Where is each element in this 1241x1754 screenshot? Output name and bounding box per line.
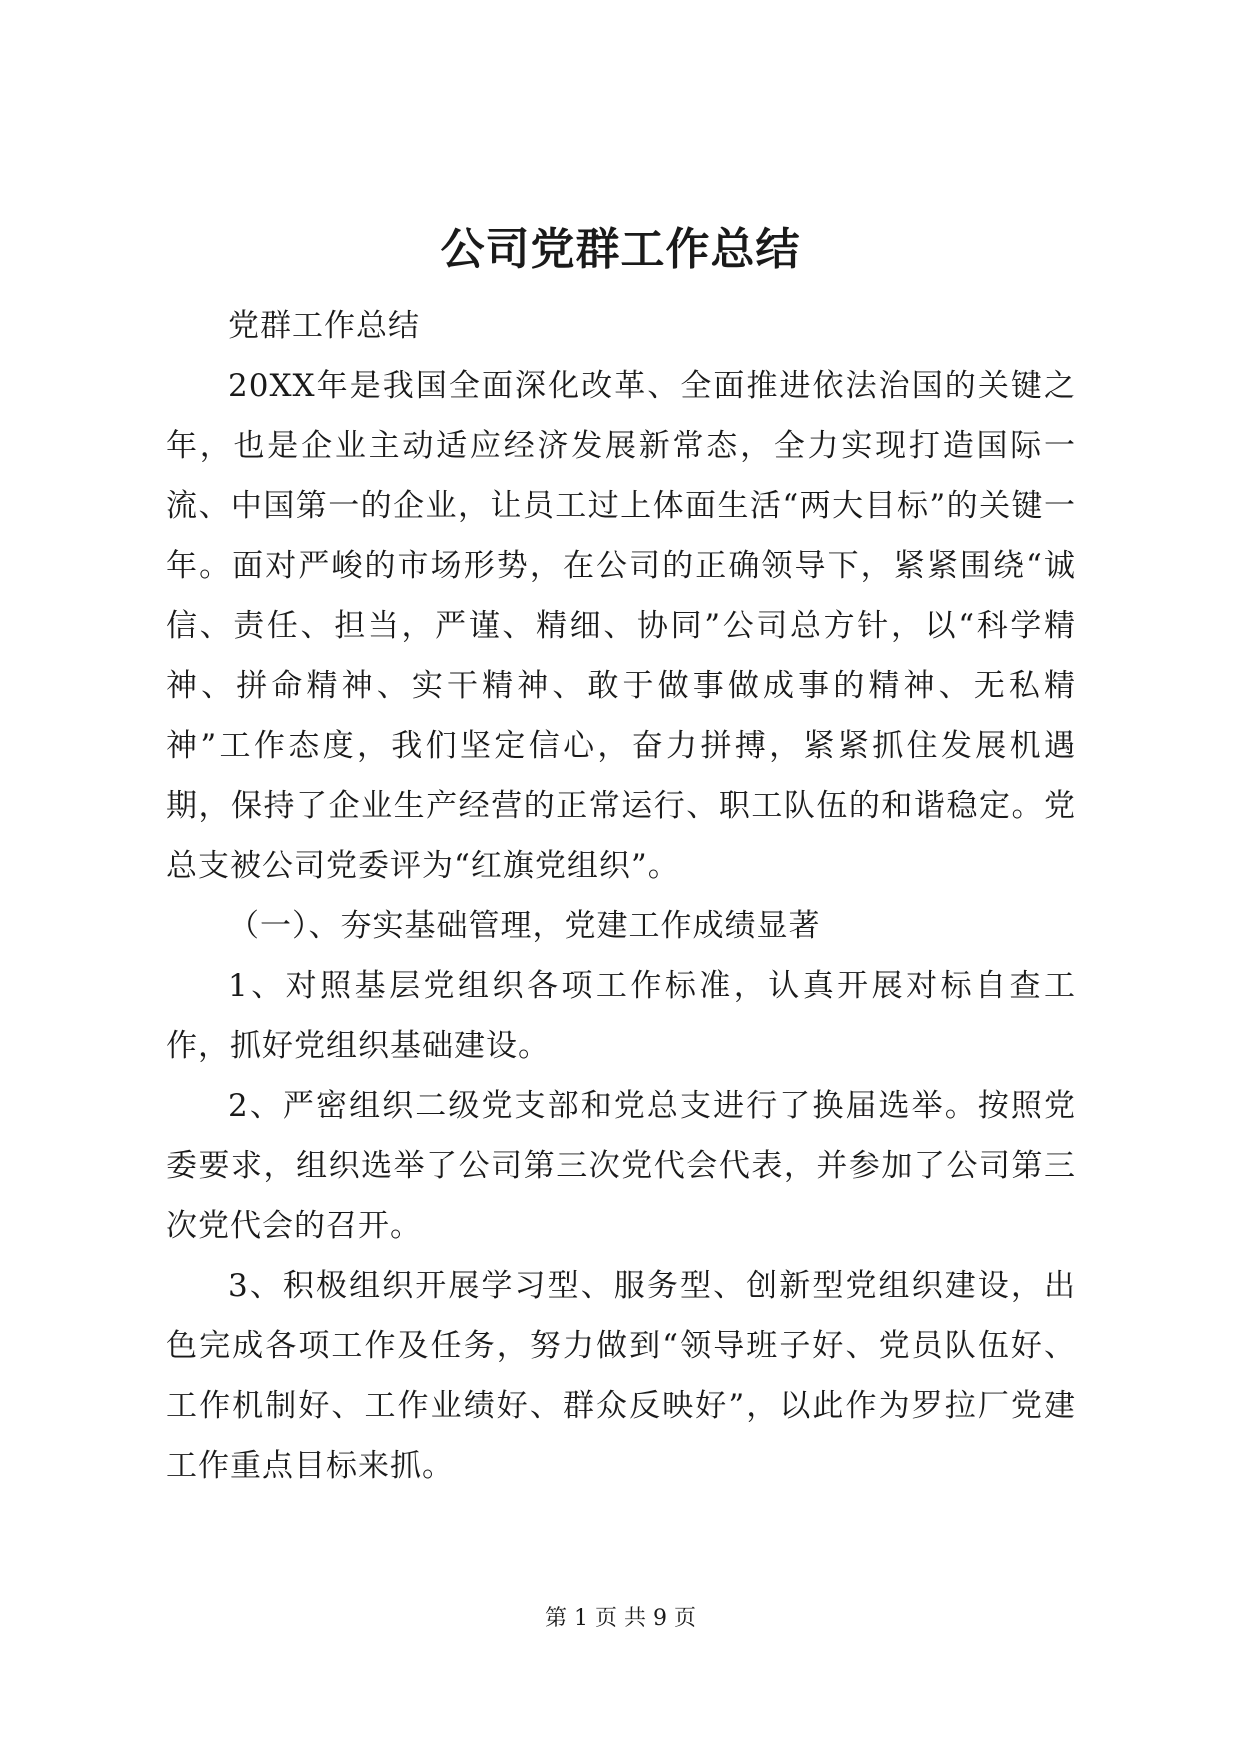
list-item-3: 3、积极组织开展学习型、服务型、创新型党组织建设，出色完成各项工作及任务，努力做到“领导班子好、党员队伍好、工作机制好、工作业绩好、群众反映好”，以此作为罗拉厂党建工作重点目标来抓。 (166, 1268, 1076, 1484)
page-number-footer: 第 1 页 共 9 页 (545, 1606, 696, 1631)
list-item-1: 1、对照基层党组织各项工作标准，认真开展对标自查工作，抓好党组织基础建设。 (166, 968, 1076, 1064)
subtitle-paragraph: 党群工作总结 (228, 308, 420, 344)
document-body (166, 296, 1076, 1496)
document-title: 公司党群工作总结 (440, 224, 801, 275)
list-item-2: 2、严密组织二级党支部和党总支进行了换届选举。按照党委要求，组织选举了公司第三次党代会代表，并参加了公司第三次党代会的召开。 (166, 1088, 1076, 1244)
section-heading: （一）、夯实基础管理，党建工作成绩显著 (228, 908, 821, 944)
intro-paragraph: 20XX年是我国全面深化改革、全面推进依法治国的关键之年，也是企业主动适应经济发展新常态，全力实现打造国际一流、中国第一的企业，让员工过上体面生活“两大目标”的关键一年。面对严峻的市场形势，在公司的正确领导下，紧紧围绕“诚信、责任、担当，严谨、精细、协同”公司总方针，以“科学精神、拼命精神、实干精神、敢于做事做成事的精神、无私精神”工作态度，我们坚定信心，奋力拼搏，紧紧抓住发展机遇期，保持了企业生产经营的正常运行、职工队伍的和谐稳定。党总支被公司党委评为“红旗党组织”。 (166, 368, 1076, 884)
